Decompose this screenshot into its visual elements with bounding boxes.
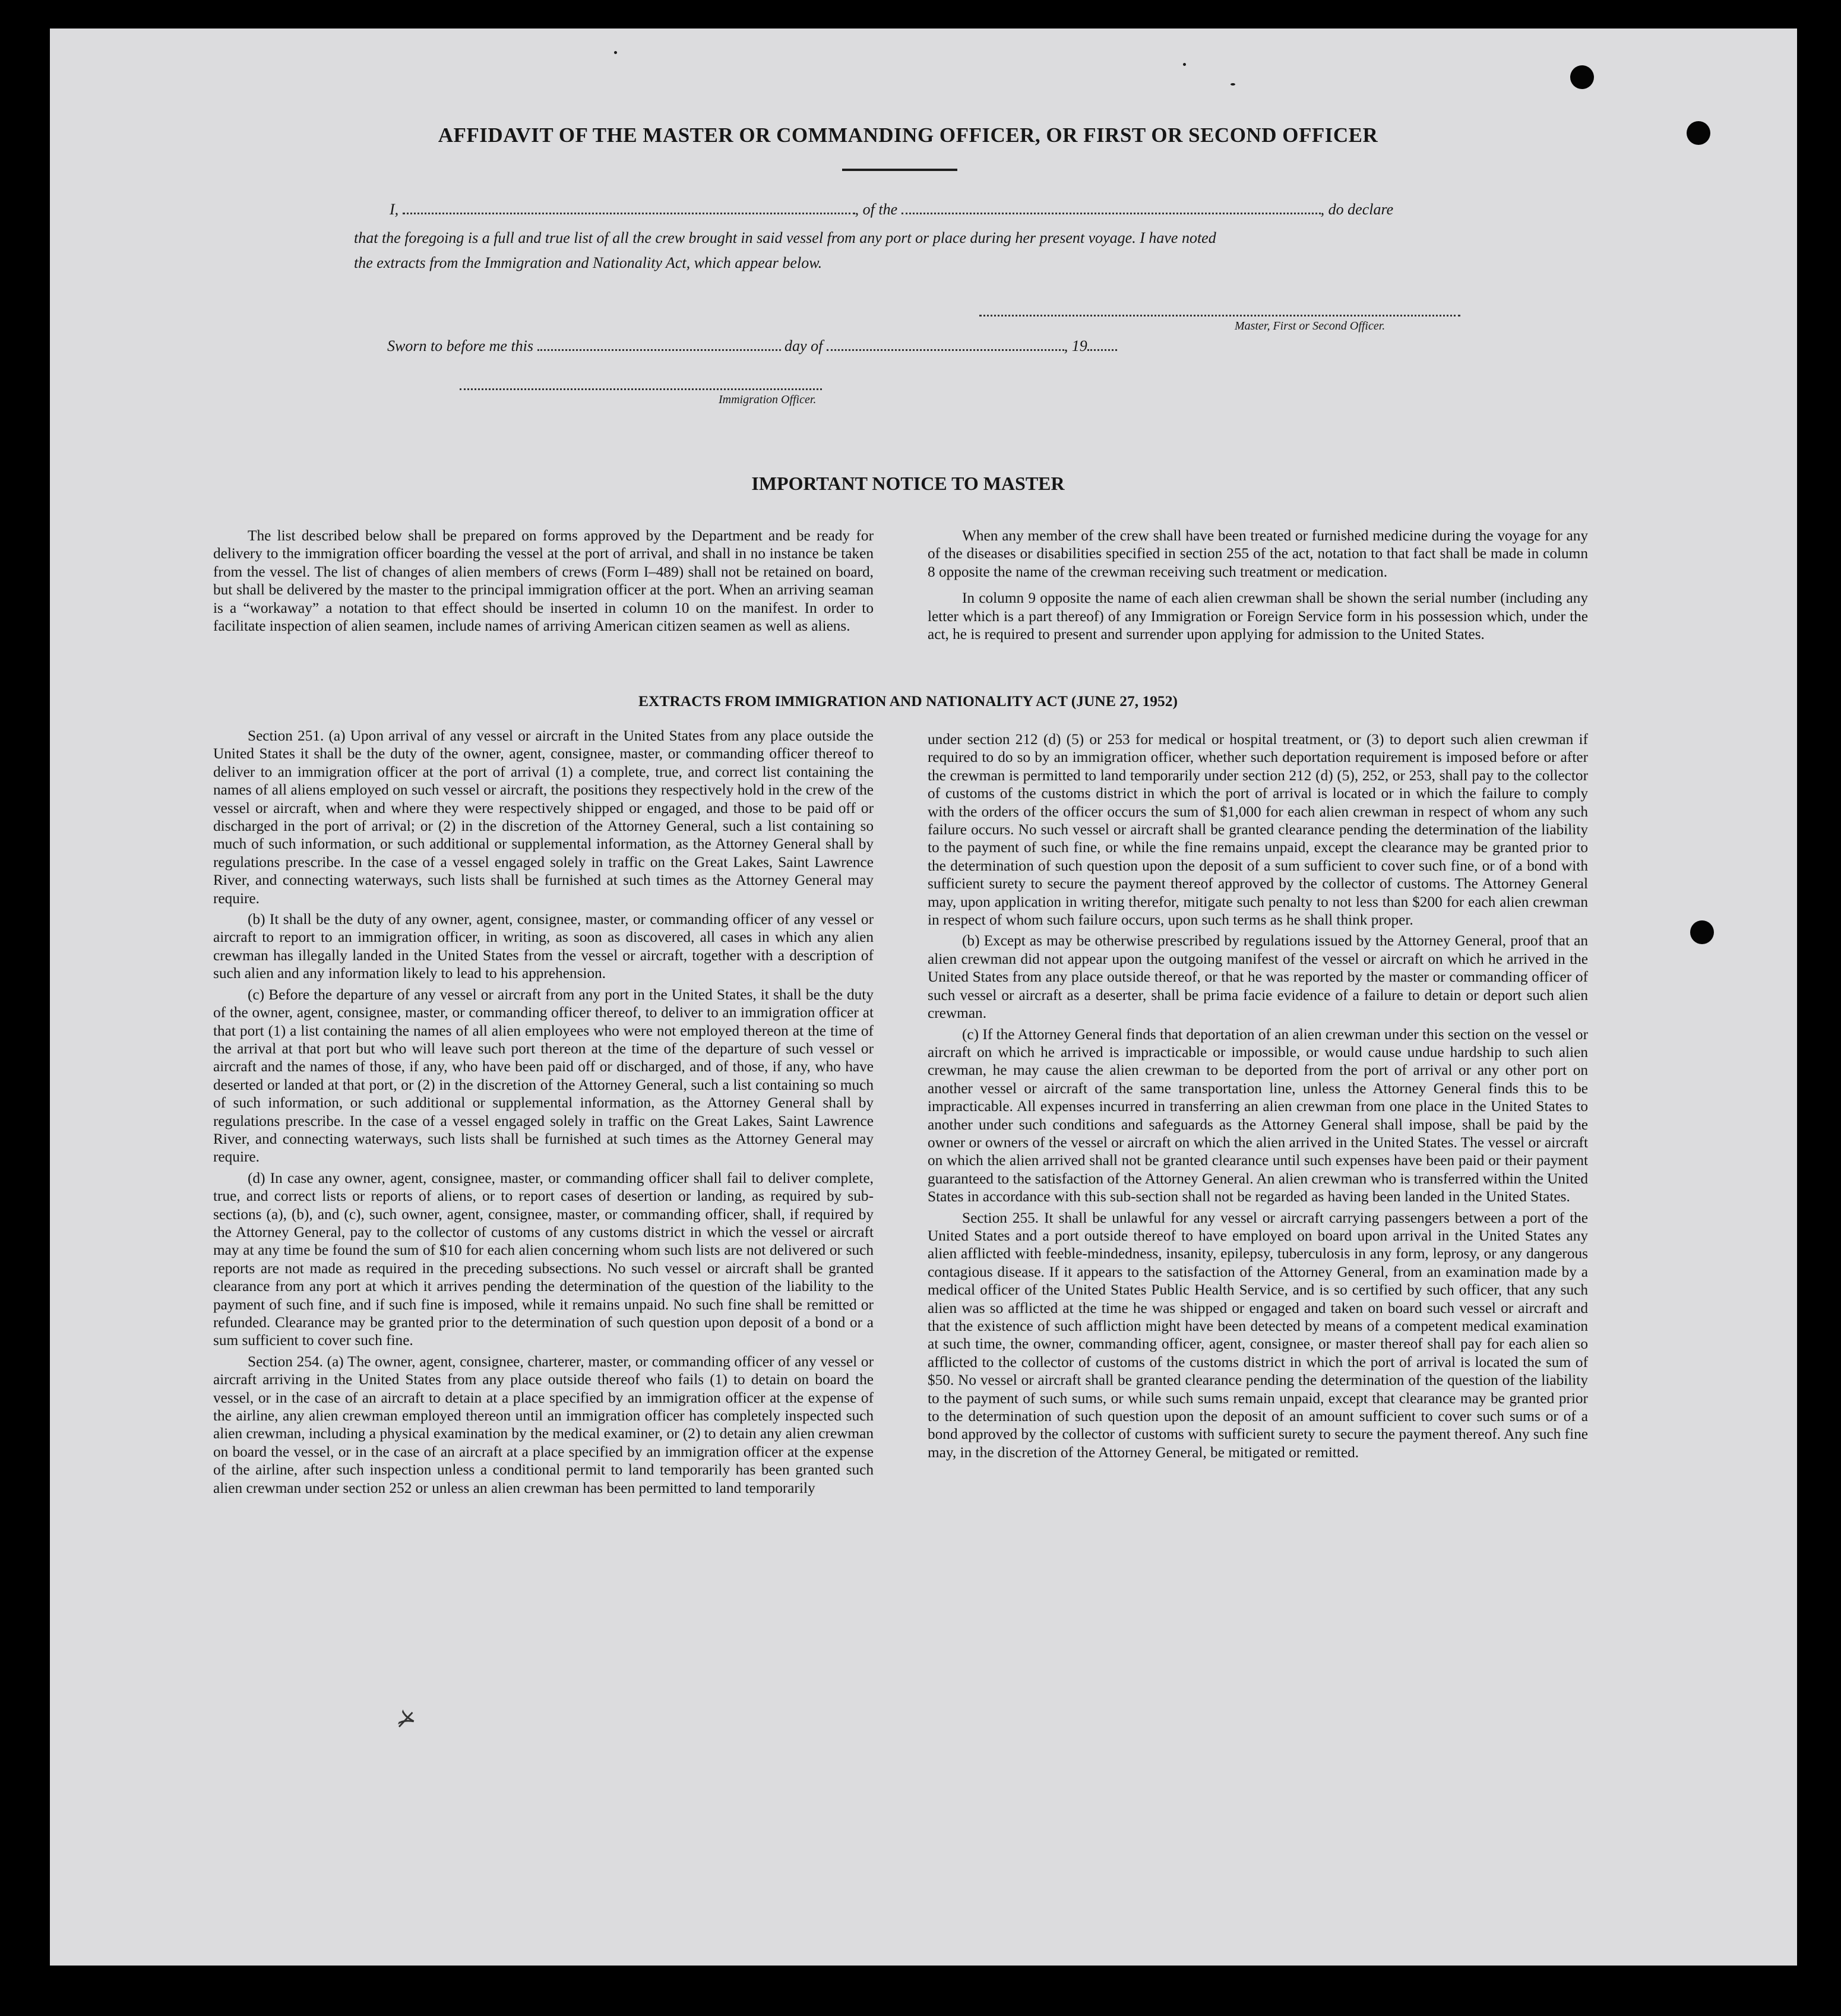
punch-hole: [1690, 920, 1714, 944]
speck: [614, 51, 617, 54]
immigration-officer-signature-line[interactable]: [460, 388, 822, 390]
section-254a-continued: under section 212 (d) (5) or 253 for medical or hospital treatment, or (3) to deport such alien crewman if required to do so by an immigration officer, whether such deportation requirement is imposed before or after the crewman is permitted to land temporarily under section 212 (d) (5), 252, or 253, shall pay to the collector of customs of the customs district in which the port of arrival is located or in which the failure to comply with the orders of the officer occurs the sum of $1,000 for each alien crewman in respect of whom any such failure occurs. No such vessel or aircraft shall be granted clearance pending the determination of the liability to the payment of such fine, or while the fine remains unpaid, except the clearance may be granted prior to the determination of such question upon the deposit of a sum sufficient to cover such fine, or of a bond with sufficient surety to secure the payment thereof approved by the collector of customs. The Attorney General may, upon application in writing therefor, mitigate such penalty to not less than $200 for each alien crewman in respect of whom such failure occurs, upon such terms as he shall think proper.: [928, 731, 1588, 929]
day-of-label: day of: [785, 337, 823, 355]
declaration-text-1: that the foregoing is a full and true list of all the crew brought in said vessel from any port or place during her present voyage. I have noted: [354, 229, 1216, 246]
declaration-line: [390, 201, 1518, 219]
sworn-month-field[interactable]: [827, 346, 1064, 351]
speck: [1183, 63, 1186, 66]
section-251c: (c) Before the departure of any vessel or aircraft from any port in the United States, it shall be the duty of the owner, agent, consignee, master, or commanding officer thereof, to deliver to an immigration officer at that port (1) a list containing the names of all alien employees who were not employed thereon at the time of the arrival at that port but who will leave such port thereon at the time of the departure of such vessel or aircraft and the names of those, if any, who have been paid off or discharged, and of those, if any, who have deserted or landed at that port, or (2) in the discretion of the Attorney General, such a list containing so much of such information, or such additional or supplemental information, as the Attorney General shall by regulations prescribe. In the case of a vessel engaged solely in traffic on the Great Lakes, Saint Lawrence River, and connecting waterways, such lists shall be furnished at such times as the Attorney General may require.: [213, 986, 874, 1166]
i-label: I,: [390, 201, 399, 218]
of-the-label: , of the: [855, 201, 898, 218]
speck: [1231, 83, 1235, 86]
immigration-officer-caption: Immigration Officer.: [719, 393, 817, 406]
notice-paragraph: The list described below shall be prepared on forms approved by the Department and be ready for delivery to the immigration officer boarding the vessel at the port of arrival, and shall in no instance be taken from the vessel. The list of changes of alien members of crews (Form I–489) shall not be retained on board, but shall be delivered by the master to the principal immigration officer at the port. When an arriving seaman is a “workaway” a notation to that effect should be inserted in column 10 on the manifest. In order to facilitate inspection of alien seamen, include names of arriving American citizen seamen as well as aliens.: [213, 527, 874, 635]
year-label: , 19: [1064, 337, 1087, 355]
section-251d: (d) In case any owner, agent, consignee, master, or commanding officer shall fail to deliver complete, true, and correct lists or reports of aliens, or to report cases of desertion or landing, as required by sub-sections (a), (b), and (c), such owner, agent, consignee, master, or commanding officer, shall, if required by the Attorney General, pay to the collector of customs of any customs district in which the vessel or aircraft may at any time be found the sum of $10 for each alien concerning whom such lists are not delivered or such reports are not made as required in the preceding subsections. No such vessel or aircraft shall be granted clearance from any port at which it arrives pending the determination of the question of the liability to the payment of such fine, and if such fine is imposed, while it remains unpaid. No such fine shall be remitted or refunded. Clearance may be granted prior to the determination of such question upon deposit of a bond or a sum sufficient to cover such fine.: [213, 1169, 874, 1349]
master-signature-caption: Master, First or Second Officer.: [1235, 319, 1386, 333]
affidavit-title: AFFIDAVIT OF THE MASTER OR COMMANDING OFFICER, OR FIRST OR SECOND OFFICER: [438, 124, 1378, 147]
extracts-title: EXTRACTS FROM IMMIGRATION AND NATIONALITY ACT (JUNE 27, 1952): [638, 692, 1178, 710]
name-field[interactable]: [403, 209, 855, 214]
section-255: Section 255. It shall be unlawful for any vessel or aircraft carrying passengers between a port of the United States and a port outside thereof to have employed on board upon arrival in the United States any alien afflicted with feeble-mindedness, insanity, epilepsy, tuberculosis in any form, leprosy, or any dangerous contagious disease. If it appears to the satisfaction of the Attorney General, from an examination made by a medical officer of the United States Public Health Service, and is so certified by such officer, that any such alien was so afflicted at the time he was shipped or engaged and taken on board such vessel or aircraft and that the existence of such affliction might have been detected by means of a competent medical examination at such time, the owner, commanding officer, agent, consignee, or master thereof shall pay for each alien so afflicted to the collector of customs of the customs district in which the port of arrival is located the sum of $50. No vessel or aircraft shall be granted clearance pending the determination of the question of the liability to the payment of such sums, or while such sums remain unpaid, except that clearance may be granted prior to the determination of such question upon the deposit of an amount sufficient to cover such sums or of a bond approved by the collector of customs with sufficient surety to secure the payment thereof. Any such fine may, in the discretion of the Attorney General, be mitigated or remitted.: [928, 1209, 1588, 1461]
extracts-left-column: [213, 727, 874, 1497]
master-signature-line[interactable]: [979, 315, 1460, 317]
pencil-mark: ⊁: [394, 1703, 420, 1734]
notice-paragraph: In column 9 opposite the name of each alien crewman shall be shown the serial number (including any letter which is a part thereof) of any Immigration or Foreign Service form in his possession which, under the act, he is required to present and surrender upon applying for admission to the United States.: [928, 590, 1588, 643]
extracts-right-column: [928, 730, 1588, 1461]
notice-title: IMPORTANT NOTICE TO MASTER: [751, 473, 1065, 494]
section-254c: (c) If the Attorney General finds that deportation of an alien crewman under this section on the vessel or aircraft on which he arrived is impracticable or impossible, or would cause undue hardship to such alien crewman, he may cause the alien crewman to be deported from the port of arrival or any other port on another vessel or aircraft of the same transportation line, unless the Attorney General finds this to be impracticable. All expenses incurred in transferring an alien crewman from one place in the United States to another under such conditions and safeguards as the Attorney General shall impose, shall be paid by the owner or owners of the vessel or aircraft on which the alien arrived in the United States. The vessel or aircraft on which the alien arrived shall not be granted clearance until such expenses have been paid or their payment guaranteed to the satisfaction of the Attorney General. An alien crewman who is transferred within the United States in accordance with this sub-section shall not be regarded as having been landed in the United States.: [928, 1026, 1588, 1205]
title-rule: [842, 169, 957, 171]
section-254a: Section 254. (a) The owner, agent, consignee, charterer, master, or commanding officer of any vessel or aircraft arriving in the United States from any place outside thereof who fails (1) to detain on board the vessel, or in the case of an aircraft to detain at a place specified by an immigration officer at the expense of the airline, any alien crewman employed thereon until an immigration officer has completely inspected such alien crewman, including a physical examination by the medical examiner, or (2) to detain any alien crewman on board the vessel, or in the case of an aircraft at a place specified by an immigration officer at the expense of the airline, after such inspection unless a conditional permit to land temporarily has been granted such alien crewman under section 252 or unless an alien crewman has been permitted to land temporarily: [213, 1353, 874, 1496]
section-251a: Section 251. (a) Upon arrival of any vessel or aircraft in the United States from any place outside the United States it shall be the duty of the owner, agent, consignee, master, or commanding officer thereof to deliver to an immigration officer at the port of arrival (1) a complete, true, and correct list containing the names of all aliens employed on such vessel or aircraft, the positions they respectively hold in the crew of the vessel or aircraft, when and where they were respectively shipped or engaged, and those to be paid off or discharged in the port of arrival; or (2) in the discretion of the Attorney General, such a list containing so much of such information, or such additional or supplemental information, as the Attorney General shall by regulations prescribe. In the case of a vessel engaged solely in traffic on the Great Lakes, Saint Lawrence River, and connecting waterways, such lists shall be furnished at such times as the Attorney General may require.: [213, 727, 874, 907]
do-declare-label: , do declare: [1320, 201, 1394, 218]
section-254b: (b) Except as may be otherwise prescribed by regulations issued by the Attorney General, proof that an alien crewman did not appear upon the outgoing manifest of the vessel or aircraft on which he arrived in the United States from any place outside thereof, or that he was reported by the master or commanding officer of such vessel or aircraft as a deserter, shall be prima facie evidence of a failure to detain or deport such alien crewman.: [928, 932, 1588, 1022]
notice-right-column: [928, 527, 1588, 643]
sworn-line: [387, 337, 1117, 355]
sworn-year-field[interactable]: [1087, 346, 1117, 351]
declaration-text-2: the extracts from the Immigration and Nationality Act, which appear below.: [354, 254, 823, 271]
section-251b: (b) It shall be the duty of any owner, agent, consignee, master, or commanding officer of any vessel or aircraft to report to an immigration officer, in writing, as soon as discovered, all cases in which any alien crewman has illegally landed in the United States from the vessel or aircraft, together with a description of such alien and any information likely to lead to his apprehension.: [213, 911, 874, 982]
punch-hole: [1570, 65, 1594, 89]
notice-paragraph: When any member of the crew shall have been treated or furnished medicine during the voyage for any of the diseases or disabilities specified in section 255 of the act, notation to that fact shall be made in column 8 opposite the name of the crewman receiving such treatment or medication.: [928, 527, 1588, 580]
notice-left-column: [213, 527, 874, 635]
form-sheet: [50, 29, 1797, 1966]
sworn-day-field[interactable]: [537, 346, 781, 351]
vessel-field[interactable]: [901, 209, 1321, 214]
sworn-label: Sworn to before me this: [387, 337, 534, 355]
